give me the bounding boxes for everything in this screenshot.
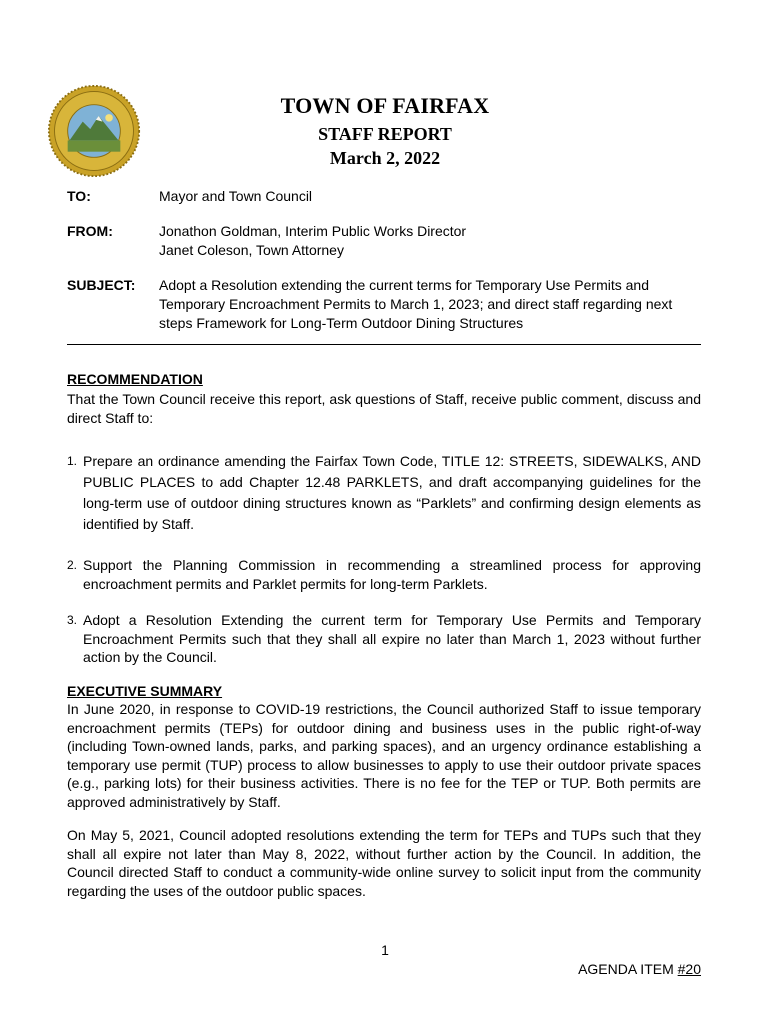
header-divider [67, 344, 701, 345]
list-item-text: Prepare an ordinance amending the Fairfax Town Code, TITLE 12: STREETS, SIDEWALKS, AND PUBLIC PLACES to add Chapter 12.48 PARKLETS, and draft accompanying guidelines for the long-term use of outdoor dining structures known as “Parklets” and confirming design elements as identified by Staff. [83, 453, 701, 532]
page-number: 1 [381, 942, 389, 958]
memo-subject-value: Adopt a Resolution extending the current terms for Temporary Use Permits and Temporary Encroachment Permits to March 1, 2023; and direct staff regarding next steps Framework for Long-Term Outdoor Dining Structures [159, 277, 673, 331]
agenda-item-prefix: AGENDA ITEM [578, 961, 678, 977]
memo-from-label: FROM: [67, 223, 113, 239]
recommendation-intro: That the Town Council receive this report, ask questions of Staff, receive public comment, discuss and direct Staff to: [67, 391, 701, 426]
memo-to-label: TO: [67, 188, 91, 204]
memo-subject-row [67, 276, 707, 336]
executive-summary-paragraph-1: In June 2020, in response to COVID-19 restrictions, the Council authorized Staff to issue temporary encroachment permits (TEPs) for outdoor dining and business uses in the public right-of-way (including Town-owned lands, parks, and parking spaces), and an urgency ordinance establishing a temporary use permit (TUP) process to allow businesses to apply to use their outdoor private spaces (e.g., parking lots) for their business activities. There is no fee for the TEP or TUP. Both permits are approved administratively by Staff. [67, 701, 701, 810]
memo-from-line-2: Janet Coleson, Town Attorney [159, 242, 344, 258]
executive-summary-heading: EXECUTIVE SUMMARY [67, 683, 223, 699]
recommendation-heading: RECOMMENDATION [67, 371, 203, 387]
list-number: 3. [67, 613, 78, 627]
memo-to-value: Mayor and Town Council [159, 188, 313, 204]
list-item-text: Support the Planning Commission in recommending a streamlined process for approving encroachment permits and Parklet permits for long-term Parklets. [83, 557, 701, 592]
memo-to-row [67, 187, 707, 207]
memo-subject-label: SUBJECT: [67, 277, 136, 293]
recommendation-item-2 [67, 556, 701, 596]
document-title: TOWN OF FAIRFAX [280, 93, 490, 118]
report-date: March 2, 2022 [329, 148, 441, 168]
list-number: 1. [67, 454, 78, 468]
recommendation-item-3 [67, 611, 701, 667]
document-subtitle: STAFF REPORT [318, 124, 452, 144]
memo-from-line-1: Jonathon Goldman, Interim Public Works Director [159, 223, 467, 239]
recommendation-item-1 [67, 451, 701, 535]
list-number: 2. [67, 558, 78, 572]
agenda-item-number: #20 [677, 961, 701, 977]
agenda-item-label [578, 961, 701, 977]
memo-from-row [67, 222, 707, 262]
executive-summary-paragraph-2: On May 5, 2021, Council adopted resolutions extending the term for TEPs and TUPs such that they shall all expire not later than May 8, 2022, without further action by the Council. In addition, the Council directed Staff to conduct a community-wide online survey to solicit input from the community regarding the uses of the outdoor public spaces. [67, 827, 701, 899]
list-item-text: Adopt a Resolution Extending the current term for Temporary Use Permits and Temporary Encroachment Permits such that they shall all expire no later than March 1, 2023 without further action by the Council. [83, 612, 701, 665]
